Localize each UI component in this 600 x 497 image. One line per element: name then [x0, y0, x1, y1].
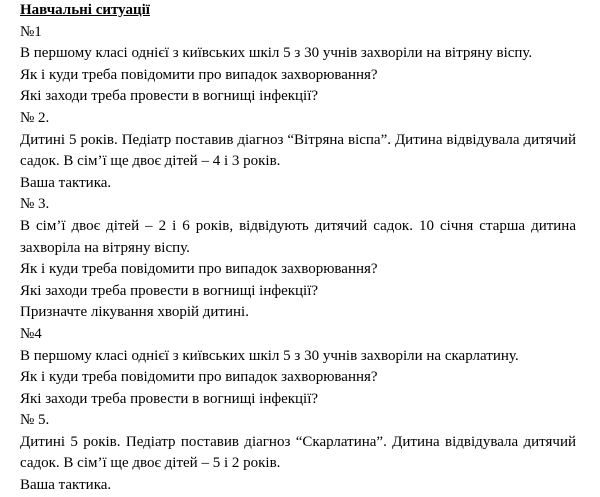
case-1-number: №1 [20, 23, 42, 40]
case-4-line-3: Які заходи треба провести в вогнищі інфекції? [20, 390, 319, 407]
case-1-line-3: Які заходи треба провести в вогнищі інфекції? [20, 88, 319, 105]
case-3-line-3: Призначте лікування хворій дитині. [20, 304, 249, 321]
case-1-line-2: Як і куди треба повідомити про випадок захворювання? [20, 66, 378, 83]
case-4-number: №4 [20, 325, 42, 342]
case-2-paragraph-line-2: садок. В сім’ї ще двоє дітей – 4 і 3 років. [20, 153, 281, 170]
case-2-line-1: Ваша тактика. [20, 174, 112, 191]
case-3-line-1: Як і куди треба повідомити про випадок захворювання? [20, 261, 378, 278]
case-5-paragraph-line-2: садок. В сім’ї ще двоє дітей – 5 і 2 років. [20, 455, 281, 472]
case-3-paragraph-line-1: В сім’ї двоє дітей – 2 і 6 років, відвідують дитячий садок. 10 січня старша дитина [20, 217, 576, 234]
document-page [20, 0, 576, 497]
case-3-paragraph-line-2: захворіла на вітряну віспу. [20, 239, 190, 256]
case-5-number: № 5. [20, 412, 50, 429]
case-4-line-2: Як і куди треба повідомити про випадок захворювання? [20, 369, 378, 386]
case-2-paragraph-line-1: Дитині 5 років. Педіатр поставив діагноз “Вітряна віспа”. Дитина відвідувала дитячий [20, 131, 576, 148]
case-3-number: № 3. [20, 196, 50, 213]
case-4-line-1: В першому класі однієї з київських шкіл 5 з 30 учнів захворіли на скарлатину. [20, 347, 519, 364]
case-1-line-1: В першому класі однієї з київських шкіл 5 з 30 учнів захворіли на вітряну віспу. [20, 45, 533, 62]
case-5-line-1: Ваша тактика. [20, 477, 112, 494]
page-title: Навчальні ситуації [20, 2, 150, 18]
case-2-number: № 2. [20, 109, 50, 126]
case-5-paragraph-line-1: Дитині 5 років. Педіатр поставив діагноз “Скарлатина”. Дитина відвідувала дитячий [20, 433, 576, 450]
case-3-line-2: Які заходи треба провести в вогнищі інфекції? [20, 282, 319, 299]
